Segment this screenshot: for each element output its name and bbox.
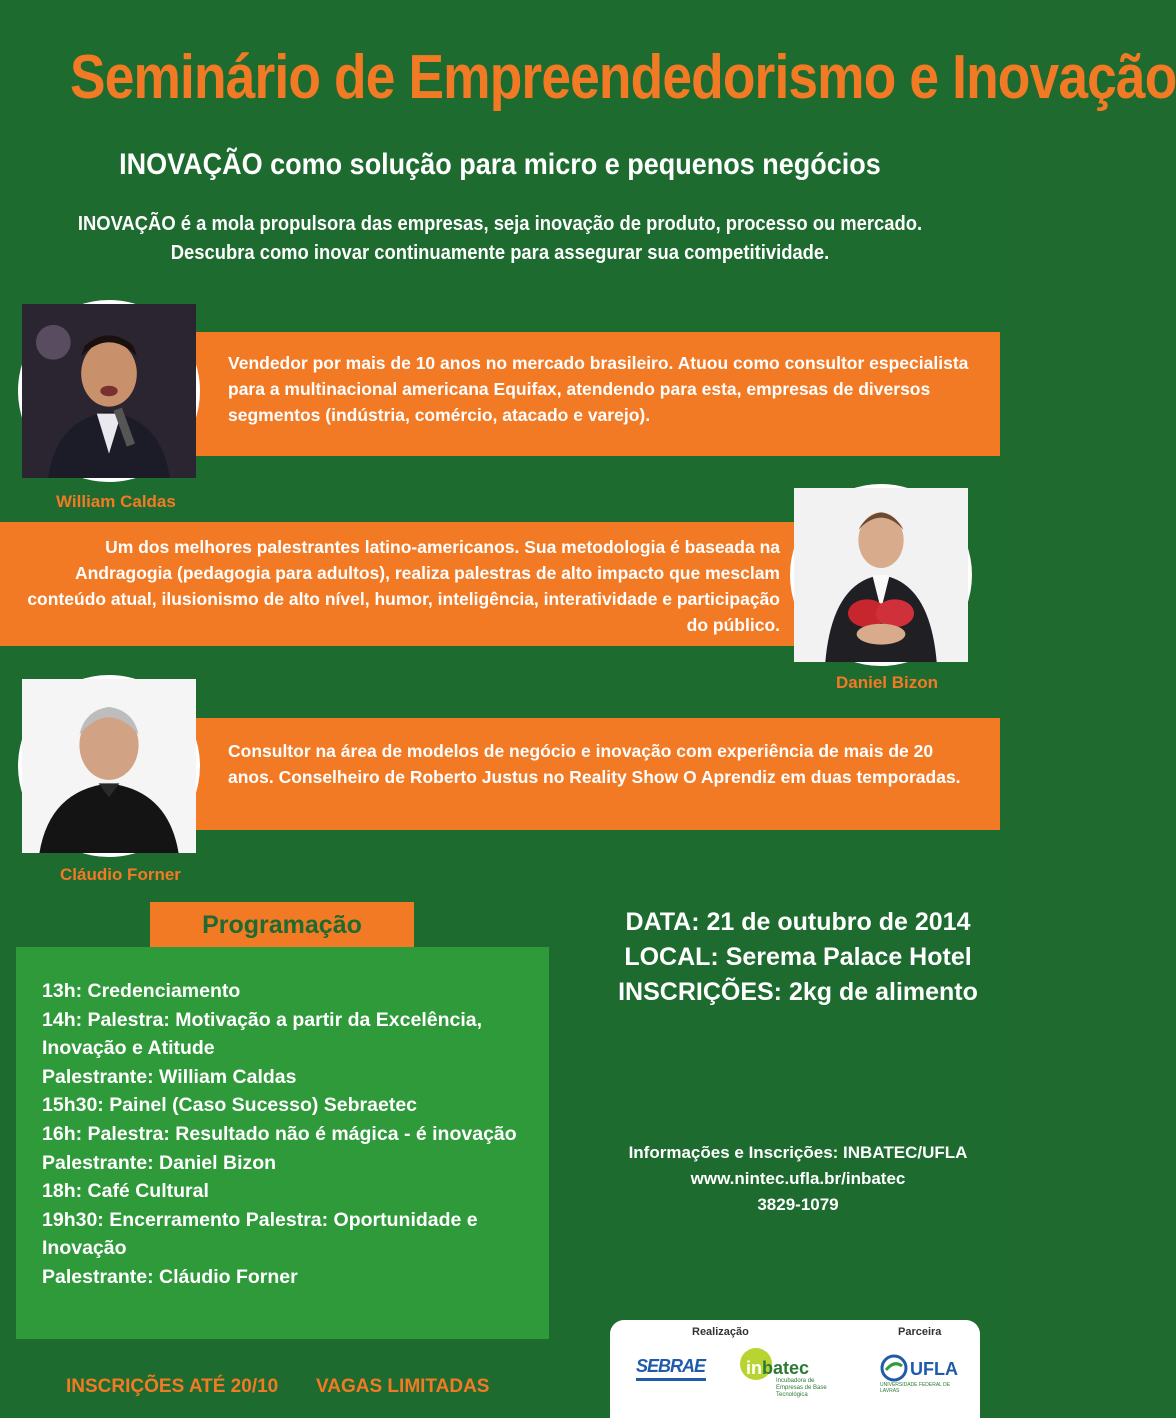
program-item: Palestrante: Cláudio Forner — [42, 1265, 298, 1288]
poster-subtitle: INOVAÇÃO como solução para micro e pequenos negócios — [119, 148, 881, 181]
speaker-name-claudio: Cláudio Forner — [60, 865, 181, 884]
intro-text — [0, 210, 1000, 268]
speaker-bio-william: Vendedor por mais de 10 anos no mercado brasileiro. Atuou como consultor especialista para a multinacional americana Equifax, atendendo para esta, empresas de diversos segmentos (indústria, comércio, atacado e varejo). — [150, 332, 1000, 456]
program-item: 13h: Credenciamento — [42, 980, 241, 1002]
program-item: Palestrante: Daniel Bizon — [42, 1151, 277, 1174]
registration-deadline: INSCRIÇÕES ATÉ 20/10 — [66, 1376, 279, 1397]
program-list — [16, 947, 549, 1339]
speaker-portrait-icon — [22, 304, 196, 478]
poster-title: Seminário de Empreendedorismo e Inovação — [70, 43, 1176, 112]
ufla-logo-icon — [880, 1352, 966, 1384]
speaker-bio-claudio: Consultor na área de modelos de negócio e inovação com experiência de mais de 20 anos. Conselheiro de Roberto Justus no Reality Show O Aprendiz em duas temporadas. — [150, 718, 1000, 830]
inbatec-word: batec — [762, 1358, 810, 1378]
program-item: Inovação e Atitude — [42, 1037, 215, 1060]
parceira-label: Parceira — [898, 1326, 942, 1338]
ufla-subtitle: UNIVERSIDADE FEDERAL DE LAVRAS — [880, 1382, 951, 1394]
sebrae-logo-underline — [636, 1378, 706, 1381]
inbatec-prefix: in — [746, 1358, 762, 1378]
event-date: DATA: 21 de outubro de 2014 — [625, 908, 971, 936]
speaker-bio-daniel: Um dos melhores palestrantes latino-americanos. Sua metodologia é baseada na Andragogia (pedagogia para adultos), realiza palestras de alto impacto que mesclam conteúdo atual, ilusionismo de alto nível, humor, inteligência, interatividade e participação do público. — [0, 522, 850, 646]
speaker-photo-claudio — [18, 675, 200, 857]
event-details — [600, 905, 996, 1010]
intro-line-2: Descubra como inovar continuamente para assegurar sua competitividade. — [170, 242, 830, 264]
program-item: Palestrante: William Caldas — [42, 1065, 297, 1088]
contact-label: Informações e Inscrições: INBATEC/UFLA — [628, 1143, 968, 1162]
speaker-photo-daniel — [790, 484, 972, 666]
sebrae-logo: SEBRAE — [636, 1356, 706, 1376]
contact-phone: 3829-1079 — [757, 1195, 839, 1214]
program-item: 18h: Café Cultural — [42, 1180, 209, 1203]
sponsor-logos — [610, 1320, 980, 1418]
speaker-photo-william — [18, 300, 200, 482]
speaker-portrait-icon — [794, 488, 968, 662]
program-item: 16h: Palestra: Resultado não é mágica - é inovação — [42, 1122, 517, 1145]
program-heading: Programação — [150, 902, 414, 948]
program-item: 19h30: Encerramento Palestra: Oportunidade e — [42, 1208, 478, 1231]
contact-info — [600, 1140, 996, 1218]
event-registration: INSCRIÇÕES: 2kg de alimento — [618, 978, 978, 1006]
ufla-logo-text: UFLA — [910, 1359, 958, 1379]
inbatec-subtitle: Incubadora de Empresas de Base Tecnológica — [776, 1378, 827, 1398]
realizacao-label: Realização — [692, 1326, 749, 1338]
speaker-portrait-icon — [22, 679, 196, 853]
program-item: 15h30: Painel (Caso Sucesso) Sebraetec — [42, 1094, 418, 1117]
event-location: LOCAL: Serema Palace Hotel — [624, 943, 972, 971]
speaker-name-william: William Caldas — [56, 492, 176, 511]
intro-line-1: INOVAÇÃO é a mola propulsora das empresas, seja inovação de produto, processo ou mercado. — [77, 213, 923, 235]
program-item: 14h: Palestra: Motivação a partir da Excelência, — [42, 1008, 483, 1031]
limited-spots: VAGAS LIMITADAS — [316, 1376, 490, 1397]
program-item: Inovação — [42, 1237, 127, 1260]
inbatec-logo — [740, 1358, 809, 1379]
contact-url[interactable]: www.nintec.ufla.br/inbatec — [690, 1169, 906, 1188]
speaker-name-daniel: Daniel Bizon — [836, 673, 939, 692]
